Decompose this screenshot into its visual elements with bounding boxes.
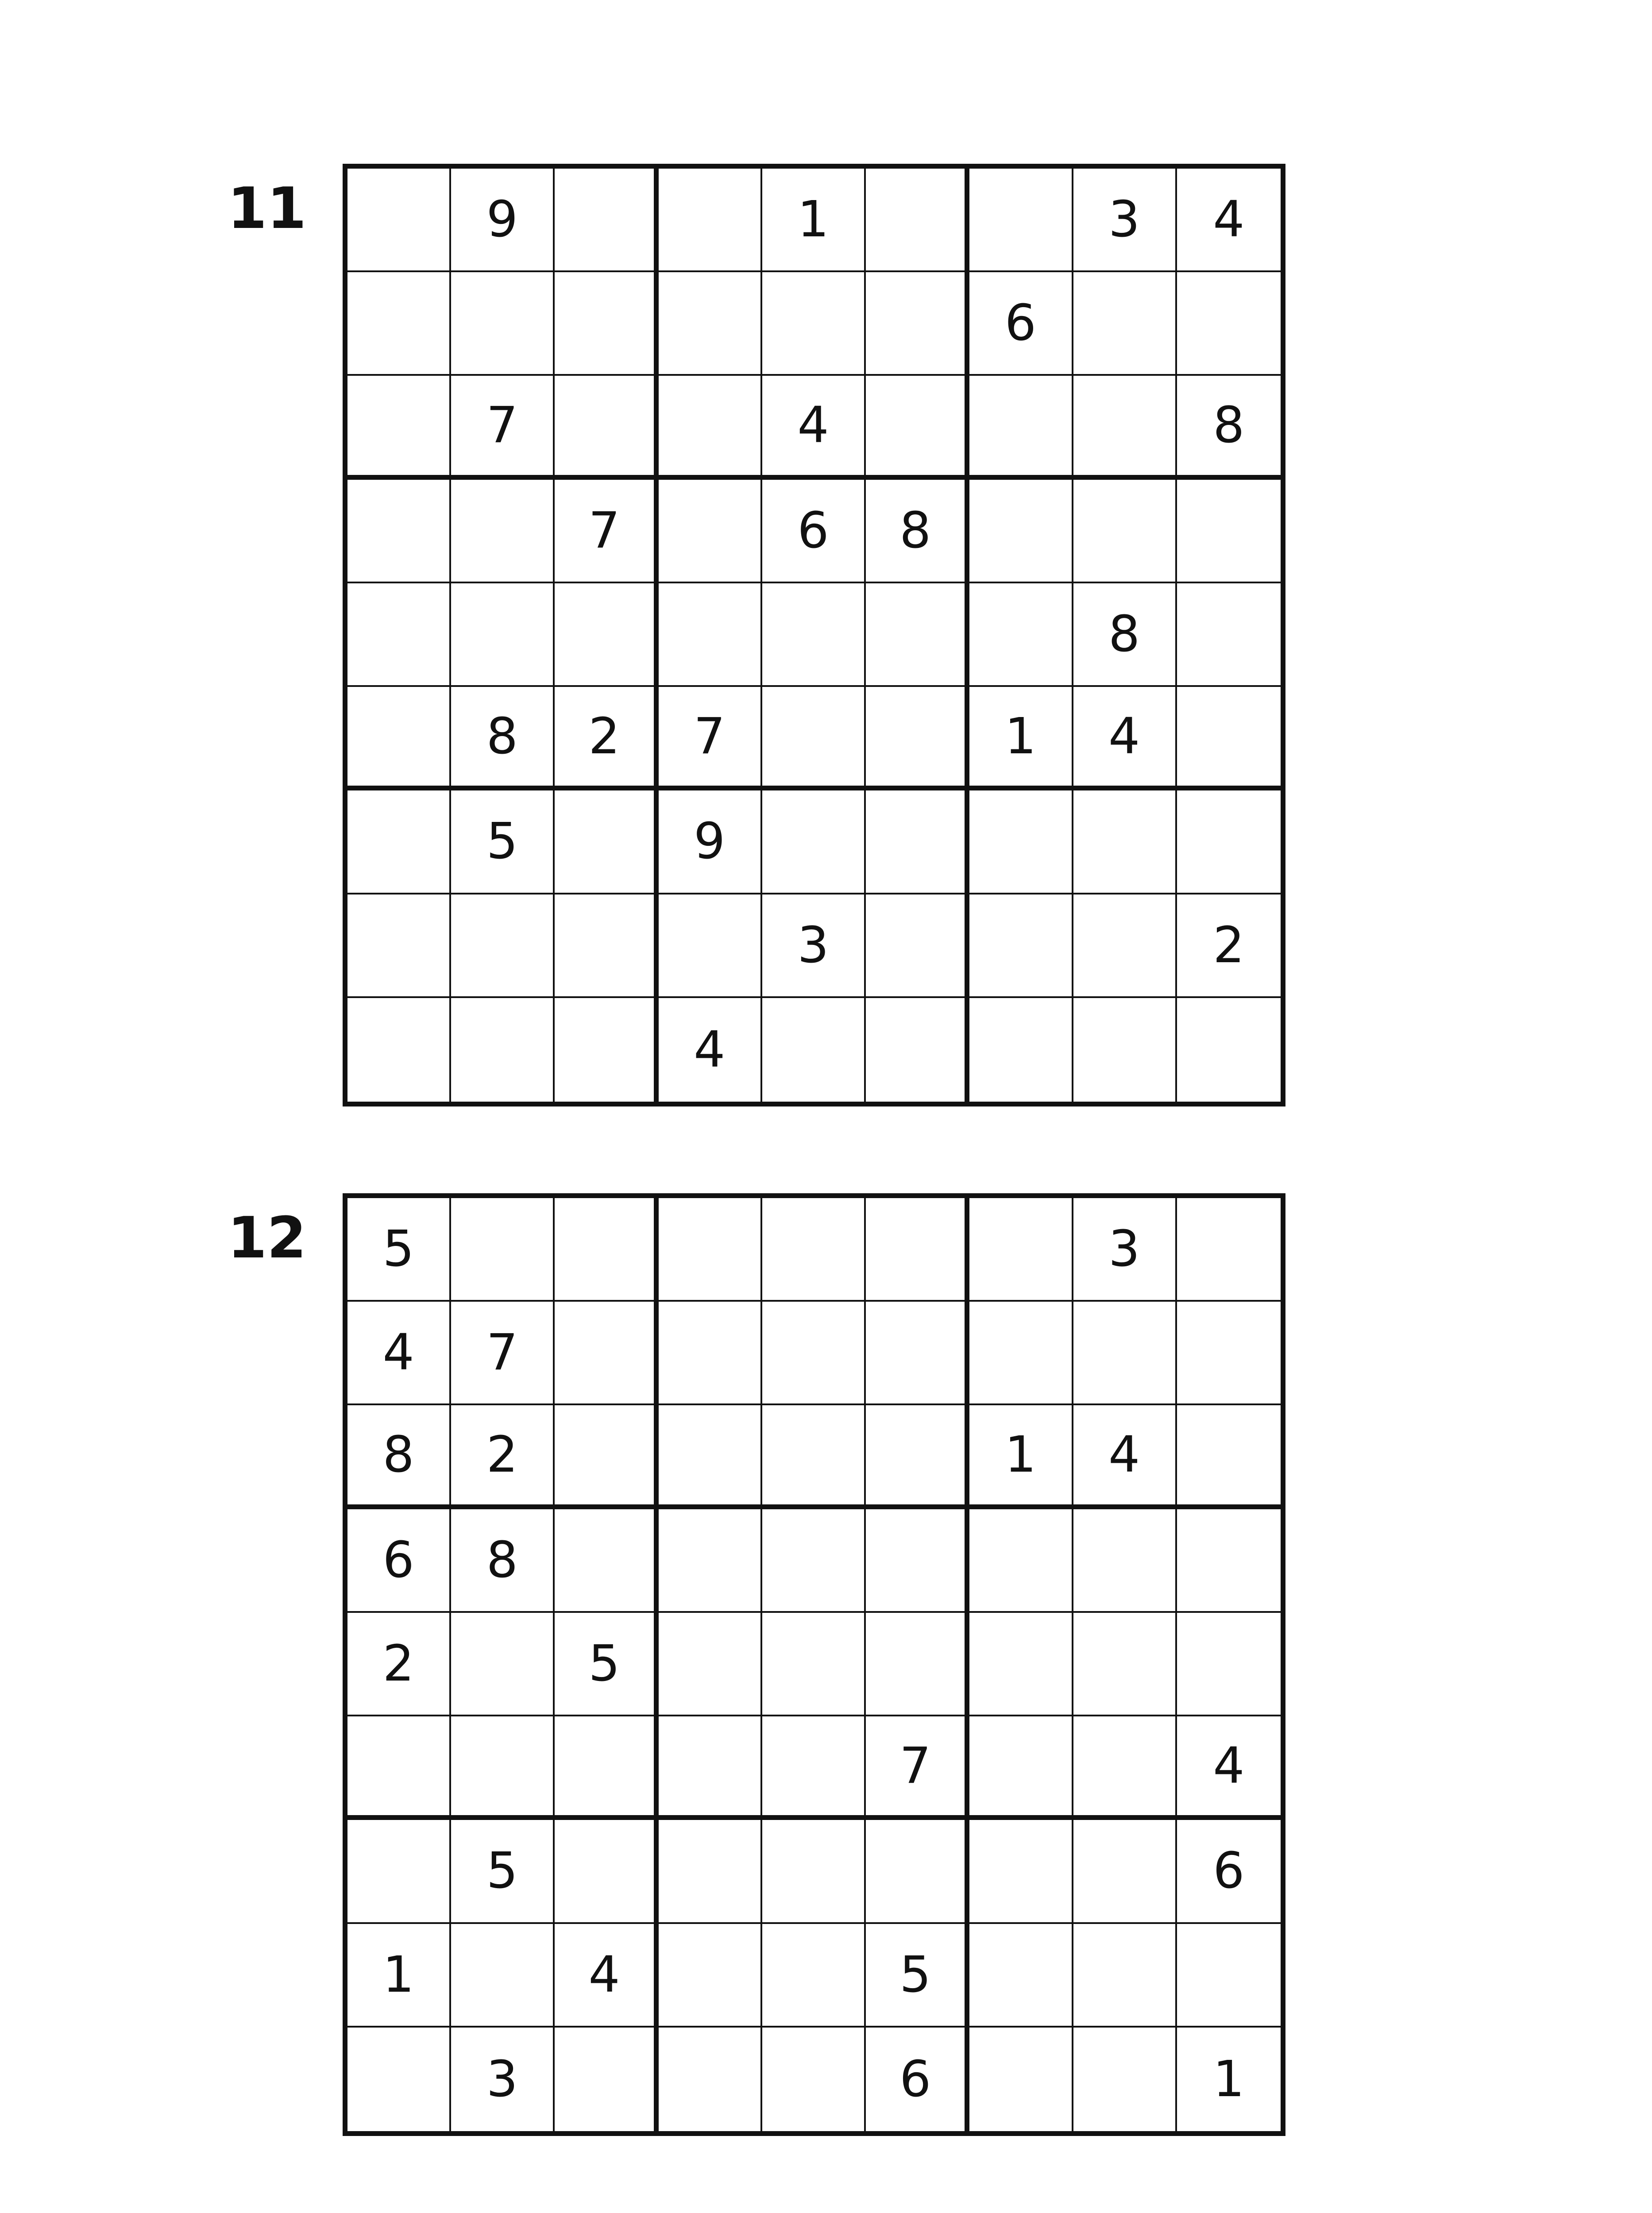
sudoku-cell[interactable]: 1	[347, 1924, 451, 2028]
sudoku-cell[interactable]: 3	[451, 2028, 555, 2131]
sudoku-cell[interactable]	[451, 998, 555, 1102]
sudoku-cell[interactable]	[1073, 1716, 1177, 1820]
sudoku-cell[interactable]	[347, 272, 451, 376]
sudoku-cell[interactable]	[762, 272, 866, 376]
puzzle-number-11: 11	[228, 176, 307, 242]
sudoku-cell[interactable]	[866, 790, 969, 894]
sudoku-cell[interactable]	[866, 1198, 969, 1302]
sudoku-cell[interactable]	[866, 998, 969, 1102]
sudoku-cell[interactable]: 7	[866, 1716, 969, 1820]
sudoku-cell[interactable]	[969, 1302, 1073, 1405]
sudoku-cell[interactable]	[659, 2028, 762, 2131]
sudoku-grid-11	[343, 164, 1285, 1106]
sudoku-cell[interactable]: 4	[1177, 169, 1281, 272]
sudoku-cell[interactable]	[1073, 998, 1177, 1102]
sudoku-cell[interactable]	[762, 998, 866, 1102]
sudoku-cell[interactable]	[1177, 1613, 1281, 1716]
sudoku-cell[interactable]	[451, 1198, 555, 1302]
sudoku-cell[interactable]: 4	[555, 1924, 658, 2028]
sudoku-cell[interactable]	[1177, 1405, 1281, 1509]
sudoku-cell[interactable]	[969, 1924, 1073, 2028]
sudoku-cell[interactable]: 9	[659, 790, 762, 894]
sudoku-cell[interactable]	[866, 1302, 969, 1405]
sudoku-cell[interactable]: 3	[762, 894, 866, 998]
sudoku-cell[interactable]: 8	[451, 687, 555, 790]
sudoku-cell[interactable]	[762, 1613, 866, 1716]
sudoku-cell[interactable]	[1177, 1302, 1281, 1405]
sudoku-cell[interactable]	[1073, 790, 1177, 894]
sudoku-cell[interactable]	[659, 1716, 762, 1820]
sudoku-cell[interactable]	[1073, 1820, 1177, 1924]
sudoku-cell[interactable]	[1073, 376, 1177, 479]
sudoku-cell[interactable]	[451, 1716, 555, 1820]
sudoku-grid-12	[343, 1193, 1285, 2136]
sudoku-cell[interactable]: 6	[969, 272, 1073, 376]
sudoku-cell[interactable]: 8	[1073, 583, 1177, 687]
sudoku-cell[interactable]	[969, 169, 1073, 272]
sudoku-cell[interactable]	[347, 998, 451, 1102]
sudoku-cell[interactable]	[762, 790, 866, 894]
sudoku-cell[interactable]	[659, 1198, 762, 1302]
sudoku-cell[interactable]	[347, 1820, 451, 1924]
sudoku-cell[interactable]	[969, 480, 1073, 583]
sudoku-cell[interactable]: 7	[659, 687, 762, 790]
sudoku-cell[interactable]: 4	[1073, 1405, 1177, 1509]
sudoku-cell[interactable]: 2	[555, 687, 658, 790]
sudoku-cell[interactable]	[969, 1820, 1073, 1924]
sudoku-cell[interactable]	[762, 1302, 866, 1405]
sudoku-cell[interactable]	[555, 376, 658, 479]
sudoku-cell[interactable]	[969, 1198, 1073, 1302]
sudoku-cell[interactable]	[347, 1716, 451, 1820]
sudoku-cell[interactable]	[555, 583, 658, 687]
sudoku-cell[interactable]	[1073, 1613, 1177, 1716]
sudoku-cell[interactable]	[1073, 272, 1177, 376]
sudoku-cell[interactable]	[555, 1509, 658, 1613]
sudoku-cell[interactable]	[451, 1613, 555, 1716]
sudoku-cell[interactable]: 4	[659, 998, 762, 1102]
sudoku-cell[interactable]	[659, 1820, 762, 1924]
sudoku-cell[interactable]	[969, 376, 1073, 479]
sudoku-cell[interactable]	[659, 1924, 762, 2028]
sudoku-cell[interactable]	[659, 1613, 762, 1716]
sudoku-cell[interactable]	[555, 1820, 658, 1924]
sudoku-cell[interactable]	[347, 894, 451, 998]
sudoku-cell[interactable]	[451, 894, 555, 998]
sudoku-cell[interactable]	[555, 272, 658, 376]
sudoku-cell[interactable]	[866, 169, 969, 272]
sudoku-cell[interactable]	[347, 790, 451, 894]
sudoku-cell[interactable]	[762, 1405, 866, 1509]
sudoku-cell[interactable]	[866, 1613, 969, 1716]
sudoku-cell[interactable]: 7	[451, 376, 555, 479]
sudoku-cell[interactable]: 8	[347, 1405, 451, 1509]
sudoku-cell[interactable]	[762, 1716, 866, 1820]
sudoku-cell[interactable]	[555, 169, 658, 272]
sudoku-cell[interactable]	[866, 894, 969, 998]
sudoku-cell[interactable]	[1073, 1509, 1177, 1613]
sudoku-cell[interactable]: 2	[1177, 894, 1281, 998]
sudoku-cell[interactable]	[659, 480, 762, 583]
sudoku-cell[interactable]: 5	[866, 1924, 969, 2028]
sudoku-cell[interactable]	[555, 998, 658, 1102]
sudoku-cell[interactable]: 5	[451, 790, 555, 894]
sudoku-cell[interactable]	[659, 1302, 762, 1405]
sudoku-cell[interactable]: 7	[555, 480, 658, 583]
sudoku-cell[interactable]: 5	[451, 1820, 555, 1924]
sudoku-cell[interactable]	[762, 1820, 866, 1924]
sudoku-cell[interactable]	[1073, 1924, 1177, 2028]
sudoku-cell[interactable]: 3	[1073, 1198, 1177, 1302]
sudoku-cell[interactable]	[866, 272, 969, 376]
sudoku-cell[interactable]	[659, 169, 762, 272]
sudoku-cell[interactable]	[659, 894, 762, 998]
sudoku-cell[interactable]: 6	[347, 1509, 451, 1613]
sudoku-cell[interactable]: 2	[451, 1405, 555, 1509]
sudoku-cell[interactable]	[969, 998, 1073, 1102]
sudoku-cell[interactable]: 4	[1177, 1716, 1281, 1820]
sudoku-cell[interactable]: 4	[1073, 687, 1177, 790]
sudoku-cell[interactable]	[866, 376, 969, 479]
sudoku-cell[interactable]: 9	[451, 169, 555, 272]
sudoku-cell[interactable]	[555, 1302, 658, 1405]
sudoku-cell[interactable]	[1177, 480, 1281, 583]
sudoku-cell[interactable]: 1	[969, 1405, 1073, 1509]
sudoku-cell[interactable]	[555, 1716, 658, 1820]
sudoku-cell[interactable]	[555, 894, 658, 998]
sudoku-cell[interactable]	[659, 583, 762, 687]
sudoku-cell[interactable]: 1	[969, 687, 1073, 790]
sudoku-cell[interactable]: 6	[762, 480, 866, 583]
sudoku-cell[interactable]	[866, 583, 969, 687]
sudoku-cell[interactable]	[1073, 480, 1177, 583]
sudoku-cell[interactable]	[866, 1509, 969, 1613]
sudoku-cell[interactable]	[969, 1613, 1073, 1716]
sudoku-cell[interactable]	[1177, 790, 1281, 894]
sudoku-cell[interactable]: 8	[1177, 376, 1281, 479]
sudoku-cell[interactable]: 1	[762, 169, 866, 272]
sudoku-cell[interactable]: 6	[1177, 1820, 1281, 1924]
sudoku-cell[interactable]: 5	[347, 1198, 451, 1302]
sudoku-cell[interactable]	[969, 2028, 1073, 2131]
sudoku-cell[interactable]	[866, 687, 969, 790]
sudoku-cell[interactable]	[1177, 1924, 1281, 2028]
sudoku-cell[interactable]	[347, 376, 451, 479]
sudoku-cell[interactable]: 6	[866, 2028, 969, 2131]
sudoku-cell[interactable]: 3	[1073, 169, 1177, 272]
sudoku-cell[interactable]	[347, 480, 451, 583]
sudoku-cell[interactable]	[1073, 1302, 1177, 1405]
sudoku-cell[interactable]	[762, 2028, 866, 2131]
sudoku-cell[interactable]	[659, 1405, 762, 1509]
sudoku-cell[interactable]	[347, 687, 451, 790]
sudoku-cell[interactable]	[969, 790, 1073, 894]
sudoku-cell[interactable]	[555, 1405, 658, 1509]
sudoku-cell[interactable]	[762, 1509, 866, 1613]
sudoku-cell[interactable]	[451, 272, 555, 376]
sudoku-cell[interactable]: 7	[451, 1302, 555, 1405]
sudoku-cell[interactable]	[1177, 1509, 1281, 1613]
sudoku-cell[interactable]	[969, 894, 1073, 998]
sudoku-cell[interactable]: 1	[1213, 2050, 1245, 2108]
sudoku-cell[interactable]	[1177, 687, 1281, 790]
sudoku-cell[interactable]	[451, 583, 555, 687]
sudoku-cell[interactable]	[1177, 998, 1281, 1102]
sudoku-cell[interactable]	[866, 1405, 969, 1509]
sudoku-cell[interactable]	[1073, 894, 1177, 998]
sudoku-cell[interactable]	[451, 480, 555, 583]
sudoku-cell[interactable]	[1177, 583, 1281, 687]
sudoku-cell[interactable]	[659, 376, 762, 479]
sudoku-cell[interactable]: 8	[451, 1509, 555, 1613]
sudoku-cell[interactable]	[555, 1198, 658, 1302]
sudoku-cell[interactable]	[1177, 272, 1281, 376]
sudoku-cell[interactable]	[659, 1509, 762, 1613]
puzzle-number-12: 12	[228, 1205, 307, 1271]
sudoku-cell[interactable]	[969, 1716, 1073, 1820]
sudoku-cell[interactable]	[555, 2028, 658, 2131]
sudoku-cell[interactable]: 5	[555, 1613, 658, 1716]
sudoku-cell[interactable]	[969, 1509, 1073, 1613]
sudoku-cell[interactable]	[347, 169, 451, 272]
sudoku-cell[interactable]: 4	[347, 1302, 451, 1405]
sudoku-cell[interactable]: 4	[762, 376, 866, 479]
sudoku-cell[interactable]	[866, 1820, 969, 1924]
sudoku-cell[interactable]: 8	[866, 480, 969, 583]
sudoku-cell[interactable]	[555, 790, 658, 894]
sudoku-cell[interactable]	[762, 1198, 866, 1302]
sudoku-cell[interactable]	[1177, 1198, 1281, 1302]
sudoku-cell[interactable]	[347, 583, 451, 687]
sudoku-cell[interactable]	[762, 1924, 866, 2028]
sudoku-cell[interactable]	[347, 2028, 451, 2131]
sudoku-cell[interactable]	[451, 1924, 555, 2028]
sudoku-cell[interactable]	[1073, 2028, 1177, 2131]
sudoku-cell[interactable]	[969, 583, 1073, 687]
sudoku-cell[interactable]	[762, 687, 866, 790]
sudoku-cell[interactable]: 2	[347, 1613, 451, 1716]
sudoku-cell[interactable]	[762, 583, 866, 687]
sudoku-cell[interactable]	[659, 272, 762, 376]
